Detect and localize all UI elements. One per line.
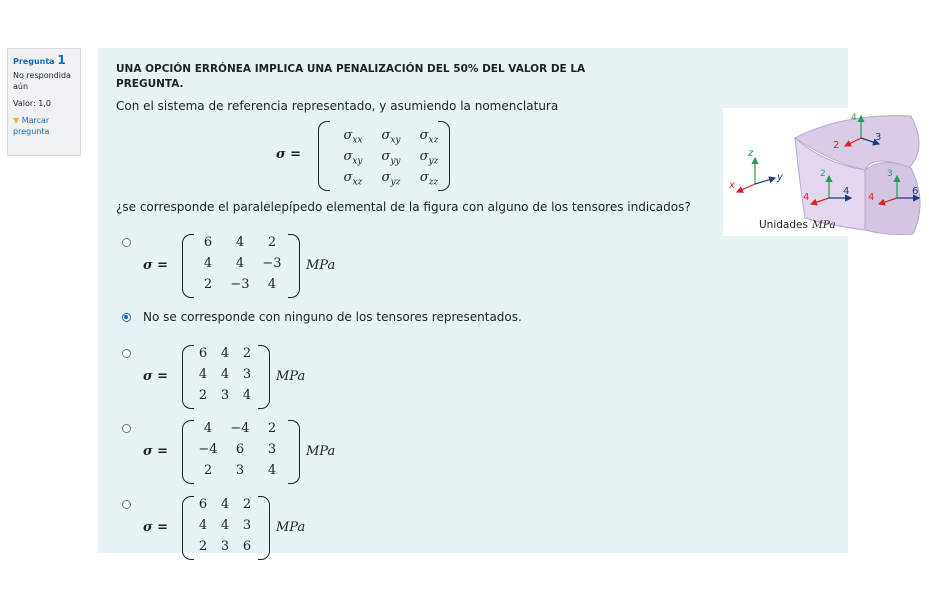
matrix-cell: 4 xyxy=(267,277,277,292)
stress-element-figure xyxy=(723,108,929,236)
option-3-unit: MPa xyxy=(276,369,306,384)
tensor-cell: $\sigma_{yz}$ xyxy=(419,149,439,167)
matrix-cell: 4 xyxy=(198,367,208,382)
option-2-radio[interactable] xyxy=(122,313,131,322)
option-3-radio[interactable] xyxy=(122,349,131,358)
matrix-cell: 3 xyxy=(267,442,277,457)
tensor-cell: $\sigma_{xy}$ xyxy=(343,149,363,167)
flag-label: Marcar pregunta xyxy=(13,116,50,136)
option-3-sigma-label: σ = xyxy=(143,369,169,384)
question-prompt: ¿se corresponde el paralelepípedo elemental de la figura con alguno de los tensores indicados? xyxy=(116,200,691,214)
option-2-label[interactable]: No se corresponde con ninguno de los tensores representados. xyxy=(143,310,522,324)
option-4-sigma-label: σ = xyxy=(143,444,169,459)
tensor-cell: $\sigma_{zz}$ xyxy=(419,170,439,188)
matrix-cell: 4 xyxy=(235,256,245,271)
option-5-matrix xyxy=(182,496,270,560)
matrix-cell: 4 xyxy=(242,388,252,403)
matrix-cell: 4 xyxy=(267,463,277,478)
nomenclature-matrix xyxy=(318,121,450,191)
question-number-value: 1 xyxy=(57,53,66,67)
matrix-right-paren xyxy=(288,234,300,298)
fig-num-side-3: 3 xyxy=(887,169,893,179)
matrix-cell: 6 xyxy=(203,235,213,250)
matrix-cell: 4 xyxy=(220,497,230,512)
flag-icon: ▼ xyxy=(13,116,20,125)
tensor-cell: $\sigma_{xy}$ xyxy=(381,128,401,146)
matrix-cell: −3 xyxy=(230,277,250,292)
tensor-cell: $\sigma_{yz}$ xyxy=(381,170,401,188)
matrix-cell: −4 xyxy=(198,442,218,457)
option-5-radio[interactable] xyxy=(122,500,131,509)
x-axis xyxy=(737,184,755,192)
option-3-matrix xyxy=(182,345,270,409)
tensor-sigma-label: σ = xyxy=(276,147,302,162)
tensor-cell: $\sigma_{xz}$ xyxy=(419,128,439,146)
matrix-right-paren xyxy=(288,420,300,484)
option-1-radio[interactable] xyxy=(122,238,131,247)
y-axis-label: y xyxy=(777,172,783,183)
fig-num-side-6: 6 xyxy=(912,186,919,197)
matrix-left-paren xyxy=(318,121,330,191)
matrix-cell: 4 xyxy=(198,518,208,533)
option-1-unit: MPa xyxy=(306,258,336,273)
matrix-cell: 2 xyxy=(203,463,213,478)
z-axis-label: z xyxy=(748,148,754,159)
matrix-cell: 6 xyxy=(198,346,208,361)
matrix-cell: 6 xyxy=(242,539,252,554)
option-1-matrix xyxy=(182,234,300,298)
matrix-cell: 3 xyxy=(235,463,245,478)
x-axis-label: x xyxy=(729,180,735,191)
question-intro: Con el sistema de referencia representado, y asumiendo la nomenclatura xyxy=(116,99,559,113)
figure-unit: MPa xyxy=(812,219,836,231)
option-4-unit: MPa xyxy=(306,444,336,459)
option-5-unit: MPa xyxy=(276,520,306,535)
question-number xyxy=(13,55,75,67)
tensor-cell: $\sigma_{yy}$ xyxy=(381,149,401,167)
matrix-cell: −4 xyxy=(230,421,250,436)
figure-caption: Unidades xyxy=(759,219,808,231)
matrix-cell: 3 xyxy=(242,367,252,382)
fig-num-top-3: 3 xyxy=(875,132,882,143)
matrix-cell: 2 xyxy=(267,235,277,250)
question-value: Valor: 1,0 xyxy=(13,99,51,108)
matrix-cell: −3 xyxy=(262,256,282,271)
matrix-cell: 2 xyxy=(242,346,252,361)
matrix-cell: 6 xyxy=(235,442,245,457)
matrix-right-paren xyxy=(258,496,270,560)
question-info xyxy=(7,48,81,156)
matrix-cell: 3 xyxy=(220,539,230,554)
matrix-cell: 2 xyxy=(203,277,213,292)
matrix-cell: 4 xyxy=(235,235,245,250)
matrix-cell: 4 xyxy=(203,421,213,436)
matrix-cell: 2 xyxy=(242,497,252,512)
option-5-sigma-label: σ = xyxy=(143,520,169,535)
matrix-cell: 6 xyxy=(198,497,208,512)
matrix-cell: 4 xyxy=(220,367,230,382)
matrix-cell: 4 xyxy=(203,256,213,271)
fig-num-top-2: 2 xyxy=(833,140,840,151)
matrix-cell: 2 xyxy=(198,539,208,554)
fig-num-front-2: 2 xyxy=(820,169,826,179)
question-status: No respondida aún xyxy=(13,71,71,91)
fig-num-front-4: 4 xyxy=(843,186,850,197)
option-4-matrix xyxy=(182,420,300,484)
question-label: Pregunta xyxy=(13,57,55,66)
penalty-warning: UNA OPCIÓN ERRÓNEA IMPLICA UNA PENALIZACIÓN DEL 50% DEL VALOR DE LA PREGUNTA. xyxy=(116,63,586,90)
y-axis xyxy=(755,178,775,184)
matrix-cell: 3 xyxy=(220,388,230,403)
matrix-cell: 2 xyxy=(198,388,208,403)
matrix-cell: 2 xyxy=(267,421,277,436)
fig-num-front-4b: 4 xyxy=(803,192,810,203)
fig-num-side-4: 4 xyxy=(868,192,875,203)
parallelepiped-diagram xyxy=(723,108,929,236)
matrix-cell: 4 xyxy=(220,518,230,533)
tensor-cell: $\sigma_{xx}$ xyxy=(343,128,363,146)
option-4-radio[interactable] xyxy=(122,424,131,433)
matrix-right-paren xyxy=(258,345,270,409)
matrix-cell: 3 xyxy=(242,518,252,533)
matrix-cell: 4 xyxy=(220,346,230,361)
fig-num-top-4: 4 xyxy=(851,113,857,123)
option-1-sigma-label: σ = xyxy=(143,258,169,273)
question-content xyxy=(98,48,919,554)
flag-question-link[interactable] xyxy=(13,115,75,137)
tensor-cell: $\sigma_{xz}$ xyxy=(343,170,363,188)
